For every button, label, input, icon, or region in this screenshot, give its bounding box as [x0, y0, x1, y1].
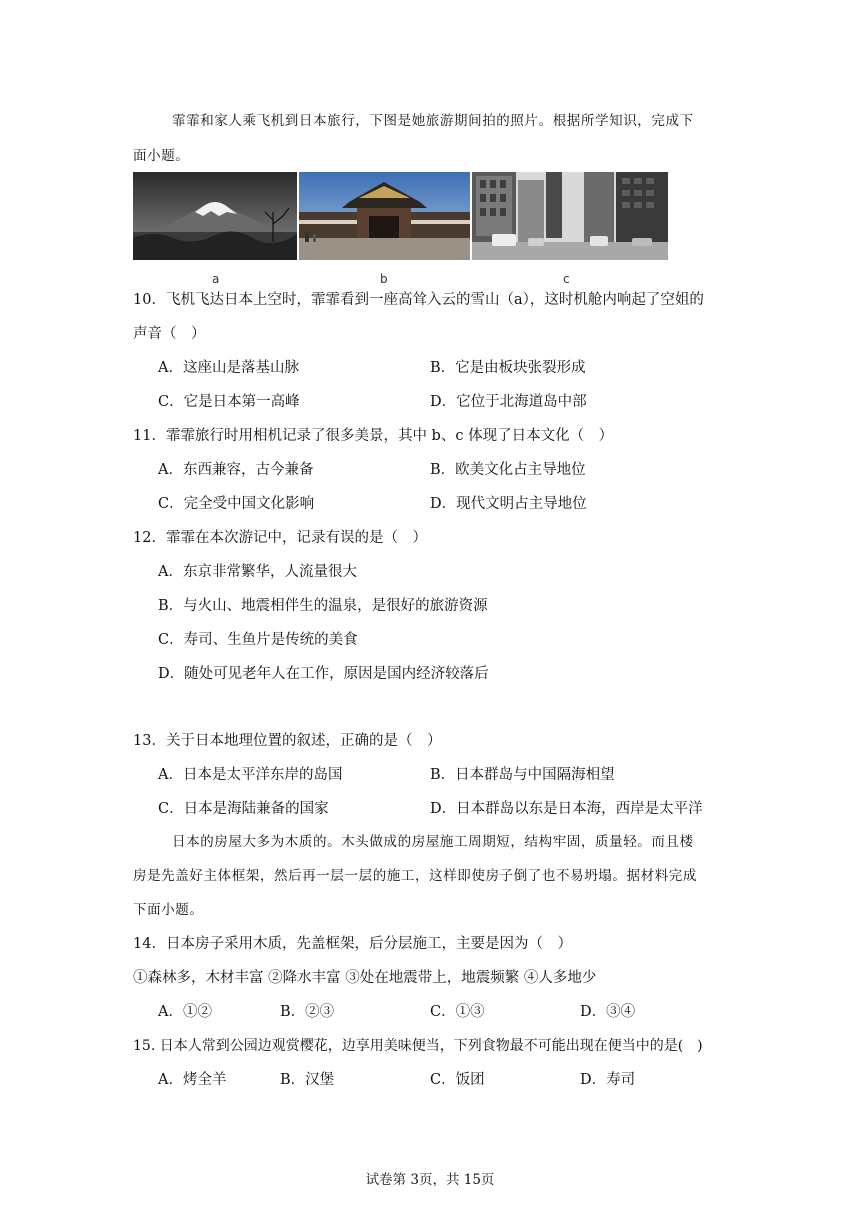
question-15-option-c: C．饭团: [430, 1072, 485, 1088]
intro-paragraph-line1: 霏霏和家人乘飞机到日本旅行，下图是她旅游期间拍的照片。根据所学知识，完成下: [172, 113, 694, 129]
photo-c-city-street: [472, 172, 668, 260]
question-14-option-c: C．①③: [430, 1004, 485, 1020]
question-11-option-c: C．完全受中国文化影响: [158, 496, 315, 512]
intro-paragraph-line2: 面小题。: [133, 148, 190, 164]
question-14-option-b: B．②③: [280, 1004, 335, 1020]
question-12-option-c: C．寿司、生鱼片是传统的美食: [158, 632, 358, 648]
question-12-stem: 12．霏霏在本次游记中，记录有误的是（ ）: [133, 530, 427, 546]
question-13-stem: 13．关于日本地理位置的叙述，正确的是（ ）: [133, 733, 442, 749]
photo-b-caption: b: [380, 272, 388, 286]
question-15-option-a: A．烤全羊: [158, 1072, 227, 1088]
question-15-option-d: D．寿司: [580, 1072, 636, 1088]
question-10-stem-cont: 声音（ ）: [133, 326, 206, 342]
material-paragraph-line1: 日本的房屋大多为木质的。木头做成的房屋施工周期短，结构牢固，质量轻。而且楼: [172, 834, 694, 850]
question-12-option-d: D．随处可见老年人在工作，原因是国内经济较落后: [158, 666, 489, 682]
question-13-option-d: D．日本群岛以东是日本海，西岸是太平洋: [430, 801, 703, 817]
photo-b-traditional-building: [299, 172, 470, 260]
question-14-stem: 14．日本房子采用木质，先盖框架，后分层施工，主要是因为（ ）: [133, 936, 572, 952]
question-10-stem: 10．飞机飞达日本上空时，霏霏看到一座高耸入云的雪山（a），这时机舱内响起了空姐的: [133, 292, 704, 308]
question-11-option-b: B．欧美文化占主导地位: [430, 462, 586, 478]
question-12-option-b: B．与火山、地震相伴生的温泉，是很好的旅游资源: [158, 598, 488, 614]
question-11-option-d: D．现代文明占主导地位: [430, 496, 587, 512]
question-14-option-d: D．③④: [580, 1004, 636, 1020]
material-paragraph-line3: 下面小题。: [133, 902, 204, 918]
question-10-option-a: A．这座山是落基山脉: [158, 360, 299, 376]
material-paragraph-line2: 房是先盖好主体框架，然后再一层一层的施工，这样即使房子倒了也不易坍塌。据材料完成: [133, 868, 697, 884]
question-11-stem: 11．霏霏旅行时用相机记录了很多美景，其中 b、c 体现了日本文化（ ）: [133, 428, 614, 444]
question-10-option-b: B．它是由板块张裂形成: [430, 360, 586, 376]
question-13-option-c: C．日本是海陆兼备的国家: [158, 801, 329, 817]
question-10-option-c: C．它是日本第一高峰: [158, 394, 300, 410]
question-14-statements: ①森林多，木材丰富 ②降水丰富 ③处在地震带上，地震频繁 ④人多地少: [133, 970, 597, 986]
question-13-option-b: B．日本群岛与中国隔海相望: [430, 767, 615, 783]
question-15-stem: 15. 日本人常到公园边观赏樱花，边享用美味便当，下列食物最不可能出现在便当中的是( ): [133, 1038, 703, 1054]
question-14-option-a: A．①②: [158, 1004, 212, 1020]
photo-a-caption: a: [212, 272, 220, 286]
photo-c-caption: c: [563, 272, 570, 286]
page-footer: 试卷第 3页，共 15页: [365, 1172, 495, 1188]
question-12-option-a: A．东京非常繁华，人流量很大: [158, 564, 357, 580]
question-11-option-a: A．东西兼容，古今兼备: [158, 462, 314, 478]
question-13-option-a: A．日本是太平洋东岸的岛国: [158, 767, 343, 783]
question-15-option-b: B．汉堡: [280, 1072, 335, 1088]
photo-a-mountain: [133, 172, 297, 260]
question-10-option-d: D．它位于北海道岛中部: [430, 394, 587, 410]
